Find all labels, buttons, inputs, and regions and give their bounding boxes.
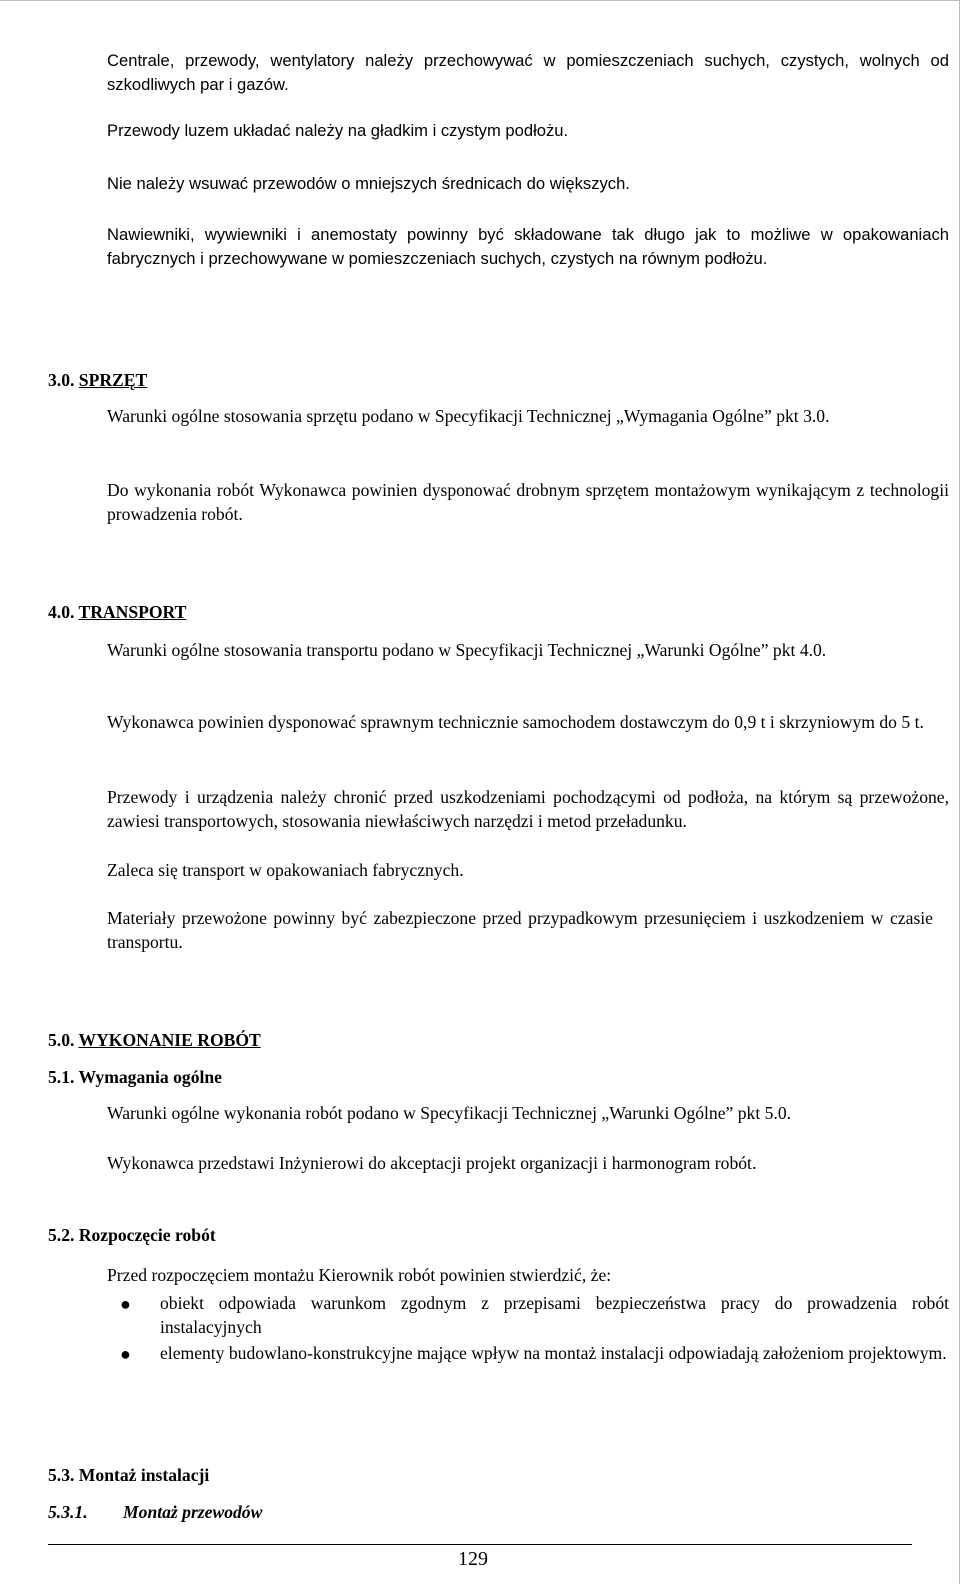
section-number: 4.0.	[48, 602, 75, 622]
section-number: 3.0.	[48, 370, 75, 390]
section-heading-equipment	[48, 368, 147, 392]
subsection-heading-start: 5.2. Rozpoczęcie robót	[48, 1225, 216, 1245]
section-heading-transport	[48, 600, 186, 624]
paragraph-transport-packaging: Zaleca się transport w opakowaniach fabrycznych.	[107, 860, 464, 880]
bullet-icon: ●	[120, 1344, 131, 1364]
section-title: SPRZĘT	[78, 370, 148, 390]
subsection-heading-installation: 5.3. Montaż instalacji	[48, 1465, 210, 1485]
paragraph-execution-schedule: Wykonawca przedstawi Inżynierowi do akceptacji projekt organizacji i harmonogram robót.	[107, 1153, 757, 1173]
paragraph-diffusers-storage: Nawiewniki, wywiewniki i anemostaty powinny być składowane tak długo jak to możliwe w opakowaniach fabrycznych i przechowywane w pomieszczeniach suchych, czystych na równym podłożu.	[107, 225, 949, 268]
section-number: 5.0.	[48, 1030, 75, 1050]
subsubsection-title: Montaż przewodów	[123, 1502, 263, 1522]
section-title: WYKONANIE ROBÓT	[78, 1030, 261, 1050]
paragraph-execution-general: Warunki ogólne wykonania robót podano w Specyfikacji Technicznej „Warunki Ogólne” pkt 5.0.	[107, 1103, 792, 1123]
footer-divider	[48, 1544, 912, 1545]
subsection-heading-requirements: 5.1. Wymagania ogólne	[48, 1067, 222, 1087]
paragraph-equipment-tools: Do wykonania robót Wykonawca powinien dysponować drobnym sprzętem montażowym wynikającym z technologii prowadzenia robót.	[107, 480, 949, 524]
paragraph-storage-centrals: Centrale, przewody, wentylatory należy przechowywać w pomieszczeniach suchych, czystych, wolnych od szkodliwych par i gazów.	[107, 51, 949, 94]
subsubsection-number: 5.3.1.	[48, 1502, 88, 1522]
paragraph-transport-vehicles: Wykonawca powinien dysponować sprawnym technicznie samochodem dostawczym do 0,9 t i skrzyniowym do 5 t.	[107, 712, 924, 732]
section-heading-execution	[48, 1028, 261, 1052]
list-item: elementy budowlano-konstrukcyjne mające wpływ na montaż instalacji odpowiadają założeniom projektowym.	[160, 1343, 947, 1363]
paragraph-transport-general: Warunki ogólne stosowania transportu podano w Specyfikacji Technicznej „Warunki Ogólne” pkt 4.0.	[107, 640, 827, 660]
bullet-icon: ●	[120, 1294, 131, 1314]
paragraph-start-intro: Przed rozpoczęciem montażu Kierownik robót powinien stwierdzić, że:	[107, 1265, 612, 1285]
section-title: TRANSPORT	[78, 602, 187, 622]
list-item: obiekt odpowiada warunkom zgodnym z przepisami bezpieczeństwa pracy do prowadzenia robót instalacyjnych	[160, 1293, 949, 1337]
paragraph-equipment-general: Warunki ogólne stosowania sprzętu podano w Specyfikacji Technicznej „Wymagania Ogólne” pkt 3.0.	[107, 406, 830, 426]
paragraph-no-insert: Nie należy wsuwać przewodów o mniejszych średnicach do większych.	[107, 174, 630, 193]
page-number: 129	[458, 1548, 488, 1570]
paragraph-transport-securing: Materiały przewożone powinny być zabezpieczone przed przypadkowym przesunięciem i uszkodzeniem w czasie transportu.	[107, 908, 933, 952]
paragraph-transport-protection: Przewody i urządzenia należy chronić przed uszkodzeniami pochodzącymi od podłoża, na którym są przewożone, zawiesi transportowych, stosowania niewłaściwych narzędzi i metod przeładunku.	[107, 787, 949, 831]
paragraph-storage-ducts: Przewody luzem układać należy na gładkim i czystym podłożu.	[107, 121, 569, 140]
